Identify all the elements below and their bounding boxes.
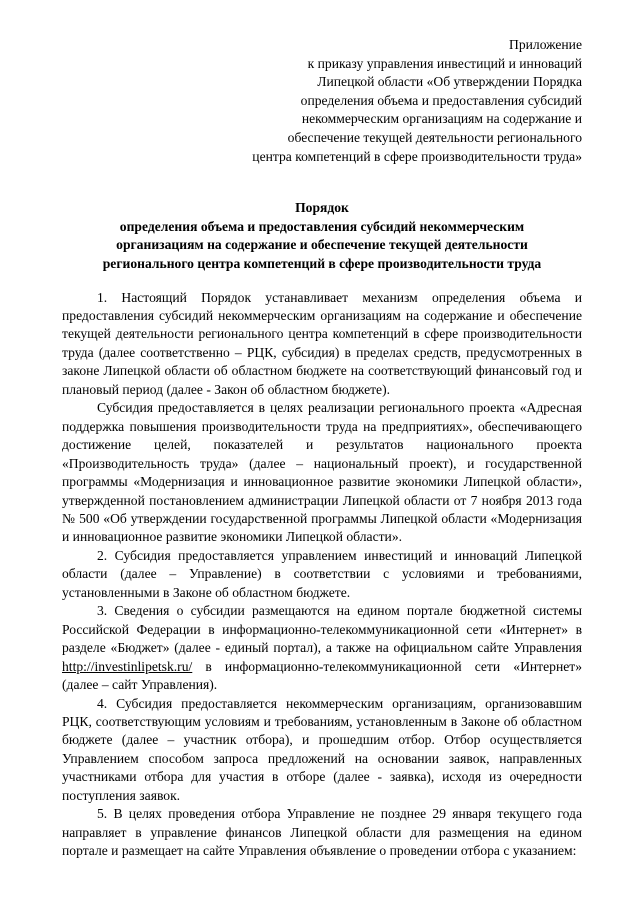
appendix-header <box>62 36 582 166</box>
website-link[interactable]: http://investinlipetsk.ru/ <box>62 658 193 674</box>
appendix-line: некоммерческим организациям на содержание и <box>301 111 582 127</box>
paragraph-3: 2. Субсидия предоставляется управлением инвестиций и инноваций Липецкой области (далее – Управление) в соответствии с условиями и требованиями, установленными в Законе об областном бюджете. <box>62 547 582 600</box>
appendix-line: определения объема и предоставления субсидий <box>300 92 582 108</box>
appendix-line: к приказу управления инвестиций и инноваций <box>307 55 582 71</box>
title-line: Порядок <box>295 200 349 216</box>
paragraph-2: Субсидия предоставляется в целях реализации регионального проекта «Адресная поддержка повышения производительности труда на предприятиях», обеспечивающего достижение целей, показателей и результатов национального проекта «Производительность труда» (далее – национальный проект), и государственной программы «Модернизация и инновационное развитие экономики Липецкой области», утвержденной постановлением администрации Липецкой области от 7 ноября 2013 года № 500 «Об утверждении государственной программы Липецкой области «Модернизация и инновационное развитие экономики Липецкой области». <box>62 400 582 545</box>
paragraph-1: 1. Настоящий Порядок устанавливает механизм определения объема и предоставления субсидий некоммерческим организациям на содержание и обеспечение текущей деятельности регионального центра компетенций в сфере производительности труда (далее соответственно – РЦК, субсидия) в пределах средств, предусмотренных в законе Липецкой области об областном бюджете на соответствующий финансовый год и плановый период (далее - Закон об областном бюджете). <box>62 289 582 397</box>
title-line: определения объема и предоставления субсидий некоммерческим <box>119 218 525 234</box>
title-line: организациям на содержание и обеспечение текущей деятельности <box>116 237 528 253</box>
appendix-line: Липецкой области «Об утверждении Порядка <box>317 74 582 90</box>
paragraph-4-end: в информационно-телекоммуникационной сети «Интернет» (далее – сайт Управления). <box>62 658 582 693</box>
appendix-line: Приложение <box>509 37 582 52</box>
paragraph-6: 5. В целях проведения отбора Управление не позднее 29 января текущего года направляет в управление финансов Липецкой области для размещения на едином портале и размещает на сайте Управления объявление о проведении отбора с указанием: <box>62 806 582 859</box>
document-title <box>62 199 582 273</box>
title-line: регионального центра компетенций в сфере производительности труда <box>102 255 542 271</box>
paragraph-4-start: 3. Сведения о субсидии размещаются на едином портале бюджетной системы Российской Федерации в информационно-телекоммуникационной сети «Интернет» в разделе «Бюджет» (далее - единый портал), а также на официальном сайте Управления <box>62 603 582 656</box>
paragraph-4 <box>62 602 582 694</box>
appendix-line: центра компетенций в сфере производительности труда» <box>252 148 582 164</box>
paragraph-5: 4. Субсидия предоставляется некоммерческим организациям, организовавшим РЦК, соответствующим условиям и требованиям, установленным в Законе об областном бюджете (далее – участник отбора), и прошедшим отбор. Отбор осуществляется Управлением способом запроса предложений на основании заявок, направленных участниками отбора для участия в отборе (далее - заявка), исходя из очередности поступления заявок. <box>62 695 582 803</box>
appendix-line: обеспечение текущей деятельности регионального <box>287 129 582 145</box>
document-body <box>62 289 582 861</box>
